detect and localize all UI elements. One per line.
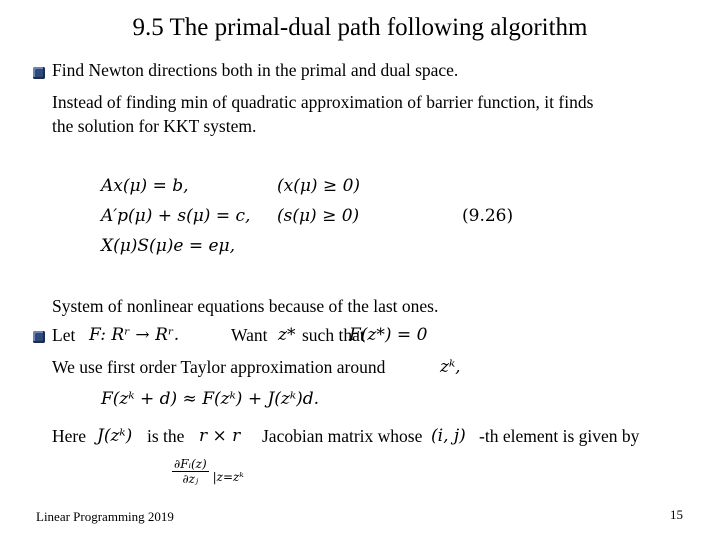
slide-title: 9.5 The primal-dual path following algorithm	[132, 14, 588, 41]
element-text: -th element is given by	[479, 426, 640, 446]
equation-number: (9.26)	[462, 206, 514, 226]
equation-row3-left: X(μ)S(μ)e = eμ,	[101, 236, 235, 256]
derivative-evaluation: |z=zᵏ	[212, 470, 244, 485]
jacobian-symbol: J(zᵏ)	[97, 426, 133, 446]
equation-row1-right: (x(μ) ≥ 0)	[277, 176, 361, 196]
bullet1-line1: Find Newton directions both in the primal and dual space.	[52, 60, 459, 80]
equation-row2-right: (s(μ) ≥ 0)	[277, 206, 360, 226]
jacobian-text: Jacobian matrix whose	[262, 426, 423, 446]
derivative-fraction	[172, 457, 209, 486]
bullet1-line2: Instead of finding min of quadratic approximation of barrier function, it finds	[52, 92, 594, 112]
equation-row2-left: A′p(μ) + s(μ) = c,	[101, 206, 251, 226]
derivative-denominator: ∂zⱼ	[182, 472, 199, 486]
root-equation: F(z*) = 0	[349, 325, 428, 345]
footer-course: Linear Programming 2019	[36, 509, 174, 524]
dimension: r × r	[199, 426, 241, 446]
bullet-icon	[33, 67, 45, 79]
want-text: Want	[231, 325, 268, 345]
zstar: z*	[278, 325, 296, 345]
bullet1-line3: the solution for KKT system.	[52, 116, 257, 136]
derivative-numerator: ∂Fᵢ(z)	[174, 457, 207, 471]
is-the-text: is the	[147, 426, 185, 446]
taylor-formula: F(zᵏ + d) ≈ F(zᵏ) + J(zᵏ)d.	[101, 389, 319, 409]
page-number: 15	[670, 507, 683, 522]
taylor-point: zᵏ,	[440, 357, 461, 377]
such-that-text: such that	[302, 325, 365, 345]
nonlinear-text: System of nonlinear equations because of the last ones.	[52, 296, 439, 316]
map-definition: F: Rʳ → Rʳ.	[89, 325, 180, 345]
taylor-text: We use first order Taylor approximation around	[52, 357, 386, 377]
bullet-icon	[33, 331, 45, 343]
here-text: Here	[52, 426, 87, 446]
ij-index: (i, j)	[431, 426, 466, 446]
let-text: Let	[52, 325, 76, 345]
equation-row1-left: Ax(μ) = b,	[101, 176, 189, 196]
partial-derivative	[172, 457, 244, 486]
